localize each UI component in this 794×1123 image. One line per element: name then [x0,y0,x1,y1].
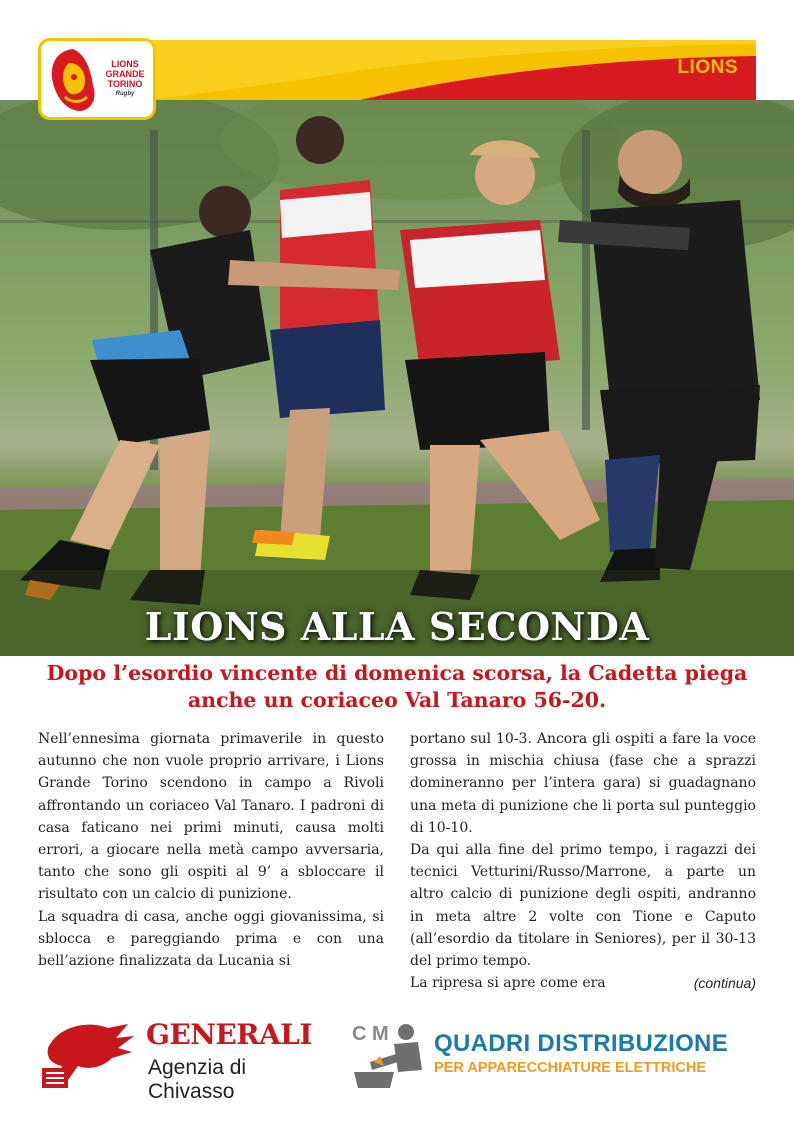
logo-text [97,59,153,99]
paragraph: La squadra di casa, anche oggi giovanissima, si sblocca e pareggiando prima e con una bell’azione finalizzata da Lucania si [38,908,384,970]
continua-link[interactable]: (continua) [693,975,756,992]
logo-line-2: GRANDE [105,69,145,79]
photo-illustration [0,100,794,656]
rugby-match-photo [0,100,794,656]
generali-lion-icon [38,1018,138,1090]
sponsor-quadri [350,1018,770,1090]
logo-line-3: TORINO [107,79,143,89]
logo-line-1: LIONS [111,59,139,69]
generali-name: GENERALI [146,1018,312,1051]
paragraph: portano sul 10-3. Ancora gli ospiti a fare la voce grossa in mischia chiusa (fase che a sprazzi domineranno per l’intera gara) si guadagnano una meta di punizione che li porta sul punteggio di 10-10. [410,731,756,836]
paragraph: Da qui alla fine del primo tempo, i ragazzi dei tecnici Vetturini/Russo/Marrone, a parte un altro calcio di punizione degli ospiti, andranno in meta altre 2 volte con Tione e Caputo (all’esordio da titolare in Seniores), per il 30-13 del primo tempo. [410,842,756,970]
article-body [38,728,756,992]
logo-line-4: Rugby [115,91,135,97]
paragraph: Nell’ennesima giornata primaverile in questo autunno che non vuole proprio arrivare, i Lions Grande Torino scendono in campo a Rivoli affrontando un coriaceo Val Tanaro. I padroni di casa faticano nei primi minuti, causa molti errori, a giocare nella metà campo avversaria, tanto che sono gli ospiti al 9’ a sbloccare il risultato con un calcio di punizione. [38,731,384,903]
header-section-label: LIONS [677,57,738,78]
article-column-1 [38,728,384,988]
lions-logo [38,38,156,120]
generali-agency: Agenzia di Chivasso [148,1056,247,1103]
article-subtitle: Dopo l’esordio vincente di domenica scorsa, la Cadetta piega anche un coriaceo Val Tanaro 56-20. [46,661,748,712]
cm-logo-letters: C M [352,1023,389,1045]
article-column-2 [410,728,756,992]
quadri-subtitle: PER APPARECCHIATURE ELETTRICHE [434,1060,707,1076]
paragraph-last-text: La ripresa si apre come era [410,975,606,992]
sponsor-generali [38,1018,318,1103]
quadri-name: QUADRI DISTRIBUZIONE [434,1030,728,1057]
paragraph-last [410,972,756,994]
cm-worker-icon [350,1018,430,1090]
lion-head-icon [47,45,99,115]
article-title: LIONS ALLA SECONDA [144,604,650,649]
